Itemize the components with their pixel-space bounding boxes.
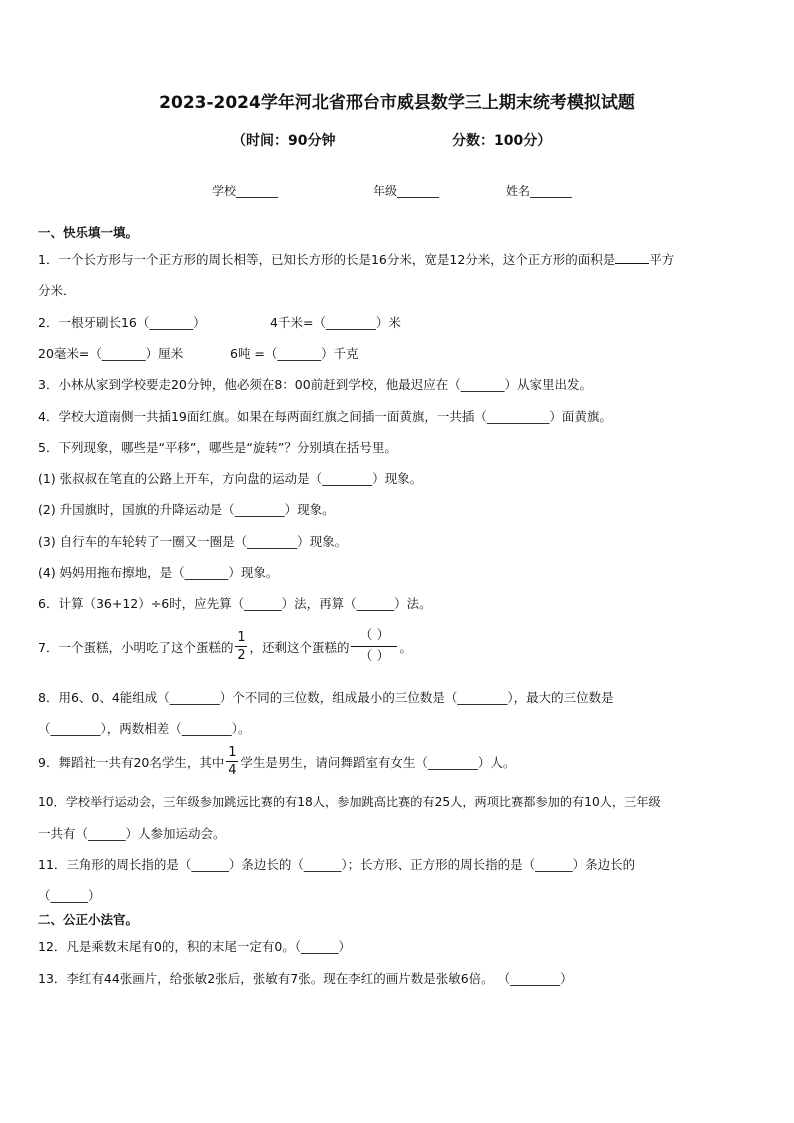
fraction-bar: [226, 761, 238, 762]
question-2-part-b: 4千米=（________）米: [270, 315, 401, 330]
question-5-item-2: (2) 升国旗时，国旗的升降运动是（________）现象。: [38, 502, 335, 517]
question-8-line-1: 8．用6、0、4能组成（________）个不同的三位数，组成最小的三位数是（________），最大的三位数是: [38, 690, 614, 705]
section-heading-judge: 二、公正小法官。: [38, 912, 139, 927]
question-5-intro: 5．下列现象，哪些是“平移”，哪些是“旋转”？分别填在括号里。: [38, 440, 397, 455]
question-11-line-1: 11．三角形的周长指的是（______）条边长的（______）；长方形、正方形的周长指的是（______）条边长的: [38, 857, 636, 872]
question-1-text: 1．一个长方形与一个正方形的周长相等，已知长方形的长是16分米，宽是12分米，这个正方形的面积是: [38, 252, 616, 267]
question-11-line-2: （______）: [38, 888, 101, 903]
question-10-line-1: 10．学校举行运动会，三年级参加跳远比赛的有18人，参加跳高比赛的有25人，两项比赛都参加的有10人，三年级: [38, 795, 661, 809]
fraction-one-quarter: [226, 745, 238, 778]
fraction-denominator: 2: [237, 648, 246, 663]
question-7-end: 。: [399, 639, 412, 655]
question-7-middle: ，还剩这个蛋糕的: [249, 639, 350, 655]
question-1: [38, 250, 674, 268]
fraction-one-half: [235, 630, 247, 663]
exam-title: 2023-2024学年河北省邢台市威县数学三上期末统考模拟试题: [159, 93, 635, 113]
school-field: 学校_______: [212, 184, 279, 198]
question-12: 12．凡是乘数末尾有0的，积的末尾一定有0。（______）: [38, 939, 352, 954]
question-5-item-3: (3) 自行车的车轮转了一圈又一圈是（________）现象。: [38, 534, 348, 549]
question-3: 3．小林从家到学校要走20分钟，他必须在8：00前赶到学校，他最迟应在（_______）从家里出发。: [38, 377, 592, 392]
exam-time: （时间：90分钟: [232, 133, 336, 149]
question-1-suffix: 平方: [649, 252, 675, 267]
question-9-prefix: 9．舞蹈社一共有20名学生，其中: [38, 754, 225, 770]
answer-numerator-blank: （ ）: [359, 628, 390, 643]
question-5-item-1: (1) 张叔叔在笔直的公路上开车，方向盘的运动是（________）现象。: [38, 471, 423, 486]
fraction-numerator: 1: [228, 745, 237, 760]
question-1-line-2: 分米．: [38, 283, 76, 298]
fraction-bar: [235, 646, 247, 647]
question-7: [38, 628, 412, 665]
question-4: 4．学校大道南侧一共插19面红旗。如果在每两面红旗之间插一面黄旗，一共插（__________）面黄旗。: [38, 409, 612, 424]
fraction-denominator: 4: [228, 763, 237, 778]
question-9-suffix: 学生是男生，请问舞蹈室有女生（________）人。: [240, 754, 516, 770]
answer-fraction-blank: [351, 628, 397, 665]
answer-blank: [615, 262, 649, 264]
question-8-line-2: （________），两数相差（________）。: [38, 721, 251, 736]
question-2-part-a: 2．一根牙刷长16（_______）: [38, 315, 206, 330]
section-heading-fill-blank: 一、快乐填一填。: [38, 225, 139, 240]
answer-denominator-blank: （ ）: [359, 649, 390, 664]
question-2-part-d: 6吨 =（_______）千克: [230, 346, 359, 361]
question-6: 6．计算（36+12）÷6时，应先算（______）法，再算（______）法。: [38, 596, 432, 611]
question-5-item-4: (4) 妈妈用拖布擦地，是（_______）现象。: [38, 565, 279, 580]
question-7-prefix: 7．一个蛋糕，小明吃了这个蛋糕的: [38, 639, 234, 655]
fraction-numerator: 1: [237, 630, 246, 645]
question-9: [38, 745, 515, 778]
question-13: 13．李红有44张画片，给张敏2张后，张敏有7张。现在李红的画片数是张敏6倍。 （________）: [38, 971, 573, 986]
question-2-part-c: 20毫米=（_______）厘米: [38, 346, 184, 361]
fraction-bar: [351, 646, 397, 647]
exam-score: 分数：100分）: [452, 133, 552, 149]
name-field: 姓名_______: [506, 184, 573, 198]
question-10-line-2: 一共有（______）人参加运动会。: [38, 826, 226, 841]
grade-field: 年级_______: [373, 184, 440, 198]
